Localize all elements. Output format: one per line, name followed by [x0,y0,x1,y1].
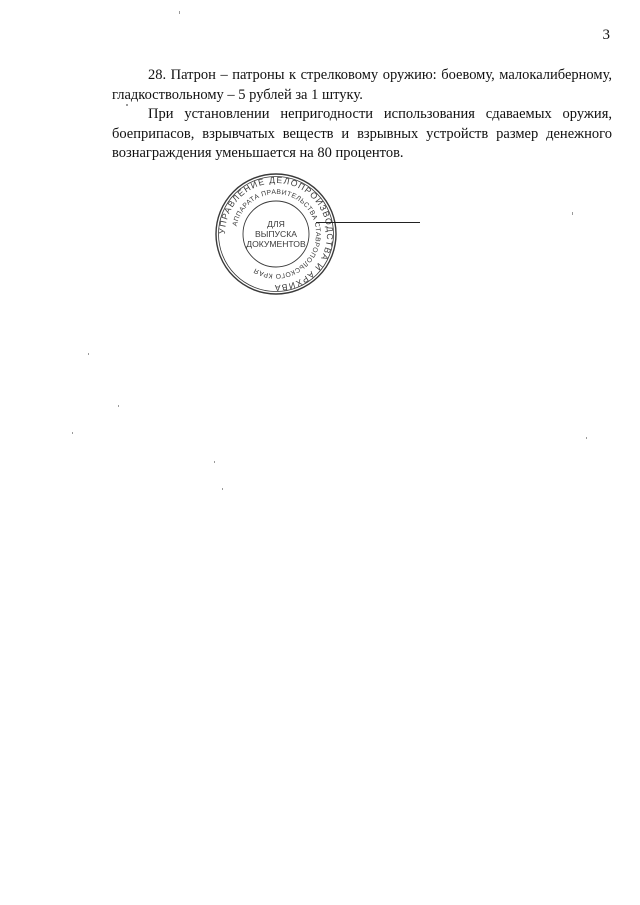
stamp-center-line3: ДОКУМЕНТОВ [246,239,306,249]
scan-speck [179,11,180,14]
scan-speck [572,212,573,215]
scan-speck [222,488,223,490]
stamp-seal-icon [214,172,338,296]
stamp-center-line1: ДЛЯ [267,219,285,229]
stamp-outer-text: УПРАВЛЕНИЕ ДЕЛОПРОИЗВОДСТВА И АРХИВА [216,174,336,294]
stamp-center-line2: ВЫПУСКА [255,229,297,239]
signature-line [316,222,420,223]
scan-speck [88,353,89,355]
official-stamp [214,172,338,296]
scan-speck [118,405,119,407]
scan-speck [126,104,128,106]
scan-speck [586,437,587,439]
paragraph-item-28: 28. Патрон – патроны к стрелковому оружию: боевому, малокалиберному, гладкоствольному – 5 рублей за 1 штуку. [112,67,612,103]
stamp-inner-text: АППАРАТА ПРАВИТЕЛЬСТВА СТАВРОПОЛЬСКОГО КРАЯ [231,188,322,280]
paragraph-unfit-reduction: При установлении непригодности использования сдаваемых оружия, боеприпасов, взрывчатых веществ и взрывных устройств размер денежного вознаграждения уменьшается на 80 процентов. [112,106,612,161]
scan-speck [214,461,215,463]
page-number: 3 [602,27,610,43]
scan-speck [72,432,73,434]
document-body [112,66,612,164]
